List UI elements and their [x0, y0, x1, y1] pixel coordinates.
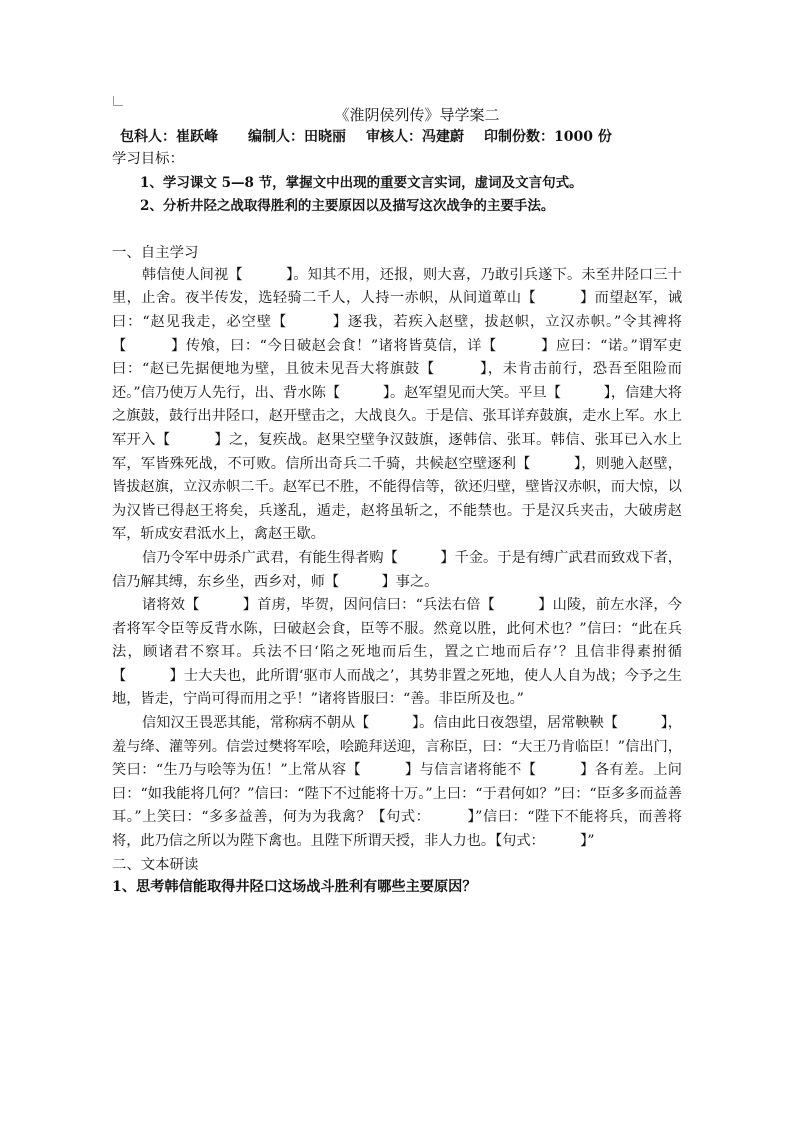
- paragraph-1: 韩信使人间视【 】。知其不用，还报，则大喜，乃敢引兵遂下。未至井陉口三十里，止舍。夜半传发，选轻骑二千人，人持一赤帜，从间道萆山【 】而望赵军，诫曰：“赵见我走，必空壁【 】逐我，若疾入赵壁，拔赵帜，立汉赤帜。”令其裨将【 】传飧，曰：“今日破赵会食！”诸将皆莫信，详【 】应曰：“诺。”谓军吏曰：“赵已先据便地为壁，且彼未见吾大将旗鼓【 】，未肯击前行，恐吾至阻险而还。”信乃使万人先行，出、背水陈【 】。赵军望见而大笑。平旦【 】，信建大将之旗鼓，鼓行出井陉口，赵开壁击之，大战良久。于是信、张耳详弃鼓旗，走水上军。水上军开入【 】之，复疾战。赵果空壁争汉鼓旗，逐韩信、张耳。韩信、张耳已入水上军，军皆殊死战，不可败。信所出奇兵二千骑，共候赵空壁逐利【 】，则驰入赵壁，皆拔赵旗，立汉赤帜二千。赵军已不胜，不能得信等，欲还归壁，壁皆汉赤帜，而大惊，以为汉皆已得赵王将矣，兵遂乱，遁走，赵将虽斩之，不能禁也。于是汉兵夹击，大破虏赵军，斩成安君泜水上，禽赵王歇。: [112, 266, 682, 543]
- document-page: [112, 104, 682, 898]
- question-1: 1、思考韩信能取得井陉口这场战斗胜利有哪些主要原因？: [112, 878, 477, 895]
- paragraph-4: 信知汉王畏恶其能，常称病不朝从【 】。信由此日夜怨望，居常鞅鞅【 】，羞与绛、灌等列。信尝过樊将军哙，哙跪拜送迎，言称臣，曰：“大王乃肯临臣！”信出门，笑曰：“生乃与哙等为伍！”上常从容【 】与信言诸将能不【 】各有差。上问曰：“如我能将几何？”信曰：“陛下不过能将十万。”上曰：“于君何如？”曰：“臣多多而益善耳。”上笑曰：“多多益善，何为为我禽？【句式： 】”信曰：“陛下不能将兵，而善将将，此乃信之所以为陛下禽也。且陛下所谓天授，非人力也。【句式： 】”: [112, 715, 682, 850]
- spacer: [112, 218, 682, 242]
- meta-copies: 印制份数：1000 份: [484, 129, 612, 145]
- meta-editor: 编制人：田晓丽: [248, 129, 346, 145]
- section-heading-text-study: 二、文本研读: [112, 856, 199, 873]
- goal-item-1: 1、学习课文 5—8 节，掌握文中出现的重要文言实词，虚词及文言句式。: [140, 174, 583, 191]
- meta-author: 包科人：崔跃峰: [120, 129, 218, 145]
- goals-heading: 学习目标：: [112, 151, 184, 167]
- paragraph-2: 信乃令军中毋杀广武君，有能生得者购【 】千金。于是有缚广武君而致戏下者，信乃解其缚，东乡坐，西乡对，师【 】事之。: [112, 549, 682, 590]
- goal-item-2: 2、分析井陉之战取得胜利的主要原因以及描写这次战争的主要手法。: [140, 197, 555, 214]
- section-heading-self-study: 一、自主学习: [112, 244, 199, 261]
- meta-reviewer: 审核人：冯建蔚: [366, 129, 464, 145]
- paragraph-3: 诸将效【 】首虏，毕贺，因问信曰：“兵法右倍【 】山陵，前左水泽，今者将军令臣等反背水陈，曰破赵会食，臣等不服。然竟以胜，此何术也？”信曰：“此在兵法，顾诸君不察耳。兵法不曰‘陷之死地而后生，置之亡地而后存’？且信非得素拊循【 】士大夫也，此所谓‘驱市人而战之’，其势非置之死地，使人人自为战；今予之生地，皆走，宁尚可得而用之乎！”诸将皆服曰：“善。非臣所及也。”: [112, 597, 682, 708]
- document-meta: [112, 126, 682, 148]
- page-title: 《淮阴侯列传》导学案二: [334, 106, 500, 124]
